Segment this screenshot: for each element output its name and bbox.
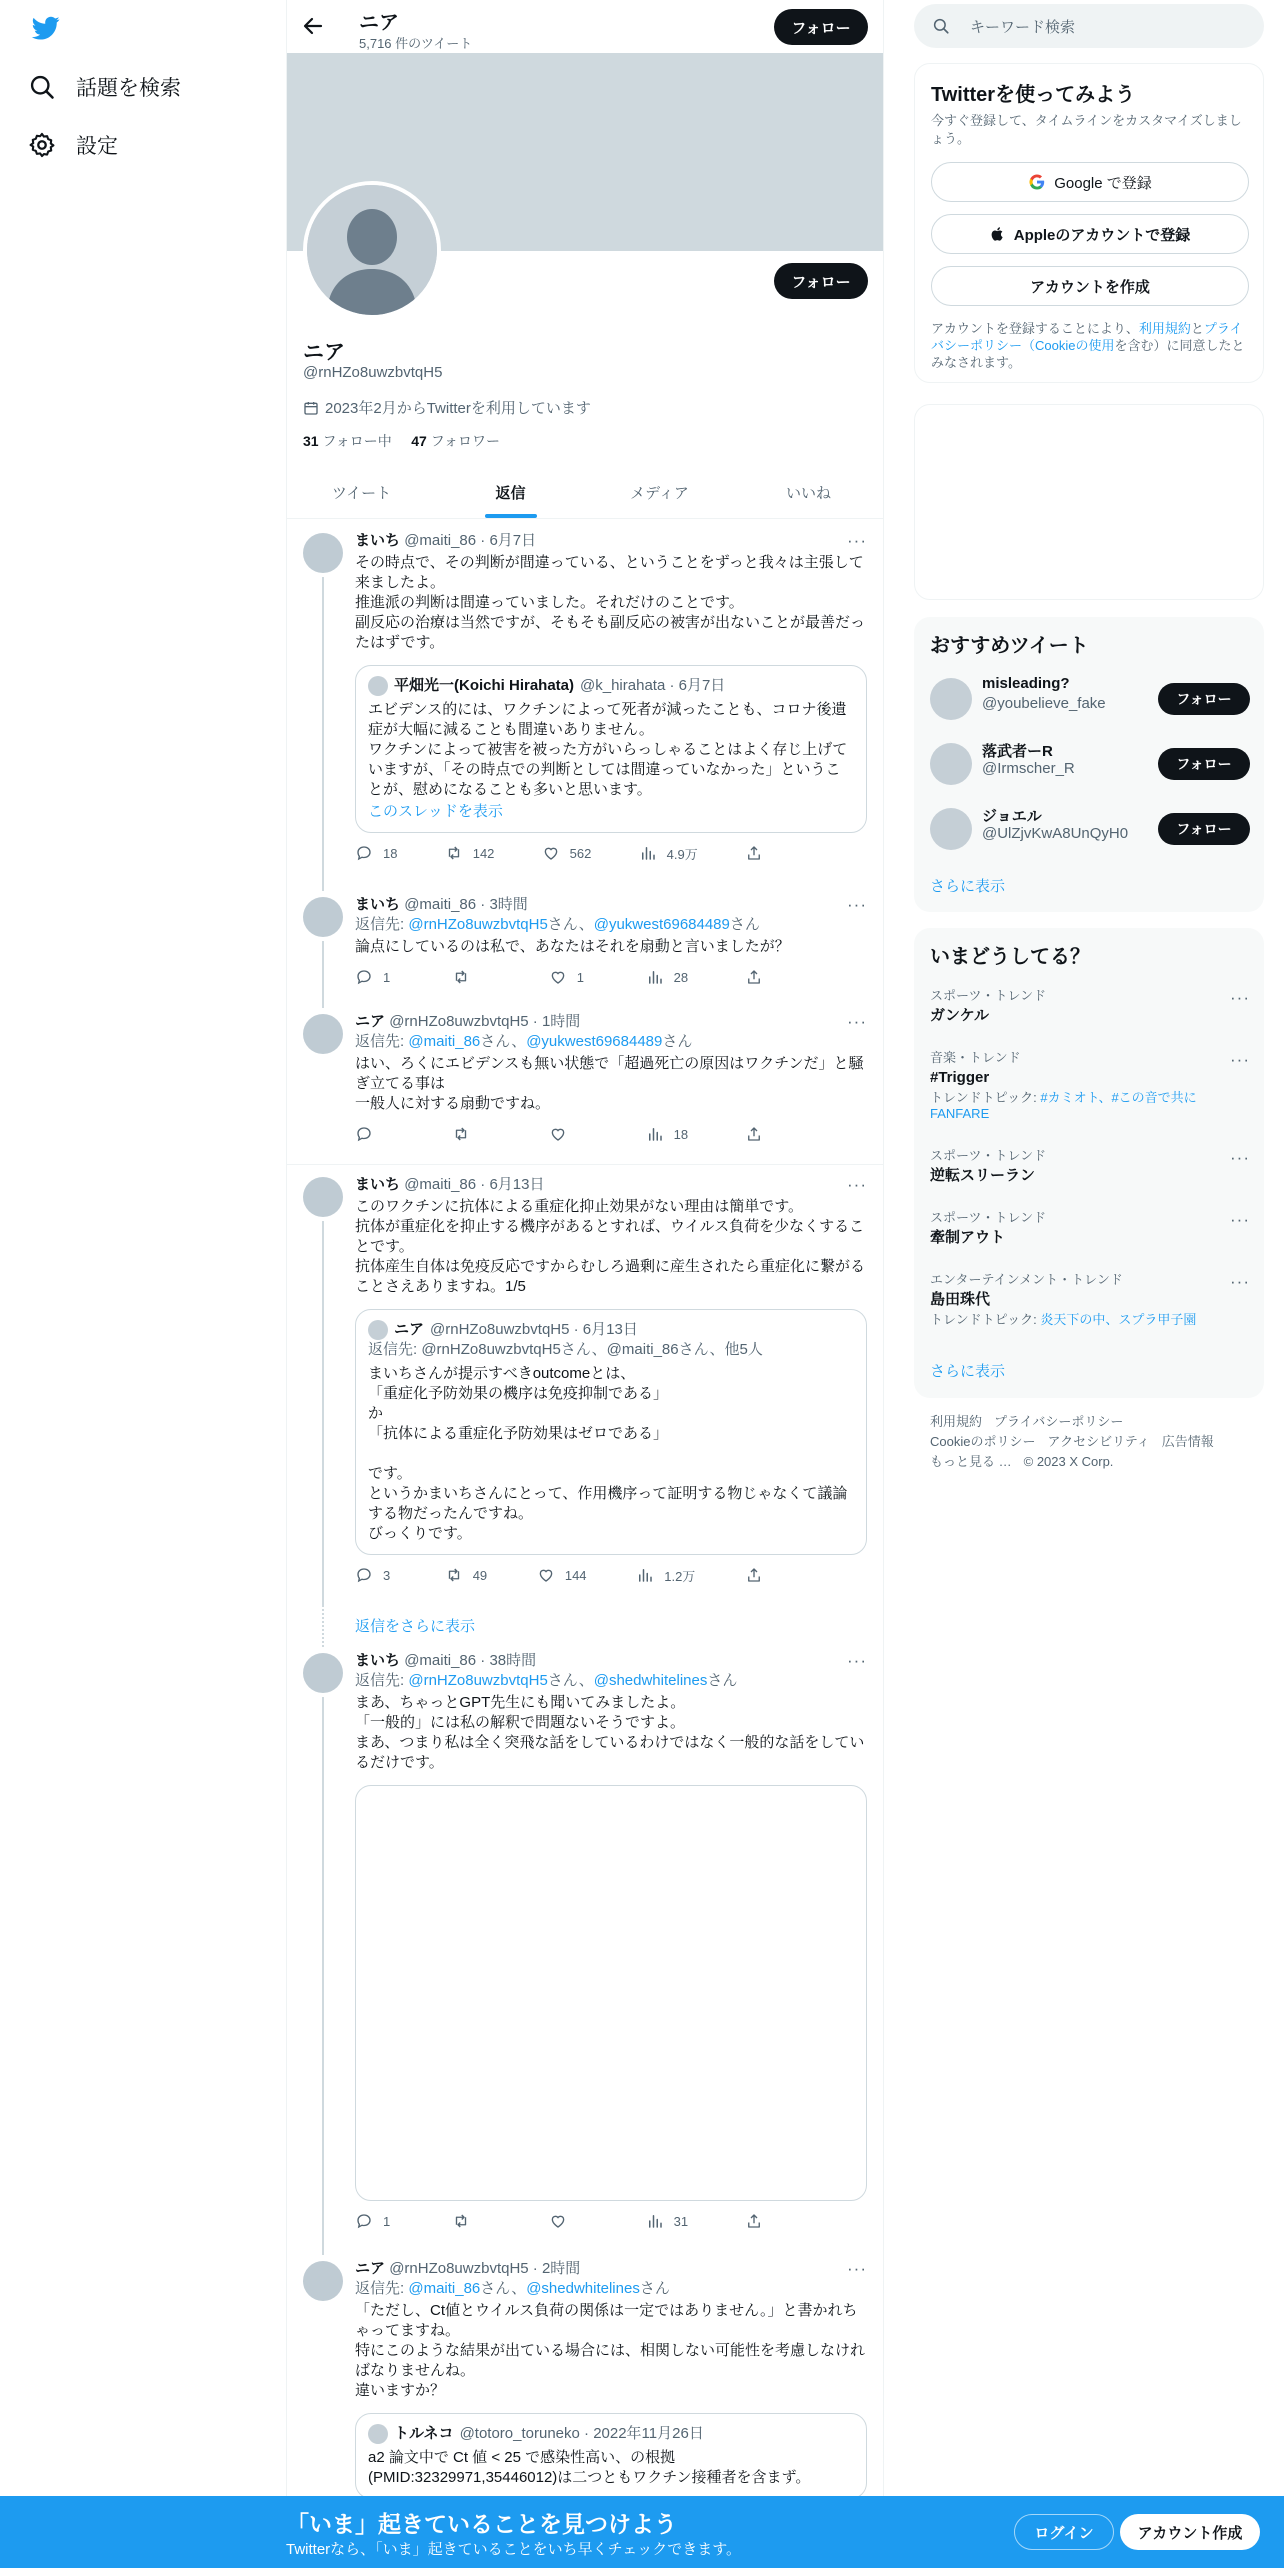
footer-link[interactable]: Cookieのポリシー (930, 1434, 1036, 1449)
more-icon[interactable]: ··· (1230, 1050, 1250, 1069)
retweet-button[interactable] (452, 1125, 492, 1143)
share-button[interactable] (745, 1566, 785, 1584)
reply-button[interactable]: 3 (355, 1566, 395, 1584)
login-button[interactable]: ログイン (1014, 2514, 1114, 2550)
retweet-icon (445, 1566, 463, 1584)
reply-icon (355, 1125, 373, 1143)
heart-icon (537, 1566, 555, 1584)
thread-line (322, 1697, 324, 2255)
recommended-user[interactable]: 落武者ーR @Irmscher_R フォロー (930, 738, 1250, 788)
quote-avatar (368, 2424, 388, 2444)
reply-icon (355, 2212, 373, 2230)
trends-card (914, 928, 1264, 1398)
profile-handle: @rnHZo8uwzbvtqH5 (303, 364, 443, 381)
bar-chart-icon (646, 2212, 664, 2230)
share-icon (745, 844, 763, 862)
quote-tweet[interactable]: トルネコ @totoro_toruneko · 2022年11月26日 a2 論文中で Ct 値 < 25 で感染性高い、の根拠 (PMID:32329971,35446012)は二つともワクチン接種者を含まず。 (355, 2413, 867, 2499)
heart-icon (549, 2212, 567, 2230)
header-name: ニア (359, 12, 399, 34)
reply-icon (355, 844, 373, 862)
avatar[interactable] (303, 533, 343, 573)
twitter-bird-icon[interactable] (30, 14, 62, 42)
follow-button[interactable]: フォロー (1158, 748, 1250, 780)
quote-avatar (368, 1320, 388, 1340)
default-avatar-icon (307, 185, 437, 315)
nav-explore[interactable] (28, 67, 181, 107)
apple-signup-button[interactable]: Appleのアカウントで登録 (931, 214, 1249, 254)
more-icon[interactable]: ··· (847, 1175, 867, 1194)
gear-icon (28, 131, 56, 159)
copyright: © 2023 X Corp. (1023, 1454, 1114, 1469)
share-icon (745, 2212, 763, 2230)
heart-icon (549, 1125, 567, 1143)
followers-link[interactable]: 47 フォロワー (411, 433, 501, 449)
more-icon[interactable]: ··· (1230, 1272, 1250, 1291)
retweet-icon (452, 2212, 470, 2230)
nav-settings[interactable] (28, 125, 118, 165)
mention-link[interactable]: @maiti_86 (408, 1033, 481, 1050)
views-button[interactable]: 1.2万 (636, 1566, 695, 1585)
avatar[interactable] (930, 743, 972, 785)
mention-link[interactable]: @shedwhitelines (526, 2280, 640, 2297)
nav-settings-label: 設定 (76, 135, 118, 158)
tweet[interactable] (287, 891, 883, 1008)
google-signup-button[interactable]: Google で登録 (931, 162, 1249, 202)
google-icon (1028, 173, 1046, 191)
quote-text: まいちさんが提示すべきoutcomeとは、 「重症化予防効果の機序は免疫抑制である」 か 「抗体による重症化予防効果はゼロである」 です。 というかまいちさんにとって、作用機序って証明する物じゃなくて議論する物だったんですね。 びっくりです。 (368, 1365, 848, 1542)
profile-avatar[interactable] (303, 181, 441, 319)
mention-link[interactable]: @yukwest69684489 (526, 1033, 663, 1050)
reply-icon (355, 1566, 373, 1584)
recommended-tweets-card (914, 617, 1264, 912)
mention-link[interactable]: @maiti_86 (408, 2280, 481, 2297)
profile-name: ニア (303, 341, 345, 364)
tweet[interactable] (287, 519, 883, 891)
views-button[interactable]: 18 (646, 1125, 688, 1143)
create-account-button[interactable]: アカウントを作成 (931, 266, 1249, 306)
footer-link[interactable]: アクセシビリティ (1047, 1434, 1150, 1449)
views-button[interactable]: 31 (646, 2212, 688, 2230)
retweet-button[interactable]: 49 (445, 1566, 487, 1584)
show-more-recommend[interactable]: さらに表示 (930, 878, 1006, 895)
tweet-text: その時点で、その判断が間違っている、ということをずっと我々は主張して来ましたよ。 推進派の判断は間違っていました。それだけのことです。 副反応の治療は当然ですが、そもそも副反応の被害が出ないことが最善だったはずです。 (355, 554, 866, 651)
quote-tweet[interactable]: ニア @rnHZo8uwzbvtqH5 · 6月13日 返信先: @rnHZo8uwzbvtqH5さん、@maiti_86さん、他5人 まいちさんが提示すべきoutcomeとは、 「重症化予防効果の機序は免疫抑制である」 か 「抗体による重症化予防効果はゼロである」 です。 というかまいちさんにとって、作用機序って証明する物じゃなくて議論する物だったんですね。 びっくりです。 (355, 1309, 867, 1555)
thread-line (322, 577, 324, 891)
like-button[interactable]: 1 (549, 968, 589, 986)
share-button[interactable] (745, 968, 785, 986)
footer-link[interactable]: プライバシーポリシー (994, 1414, 1124, 1429)
bar-chart-icon (646, 1125, 664, 1143)
thread-dots (322, 1605, 324, 1647)
avatar[interactable] (303, 1177, 343, 1217)
more-icon[interactable]: ··· (847, 895, 867, 914)
right-sidebar (884, 0, 1284, 2568)
back-arrow-icon[interactable] (301, 14, 325, 38)
signup-card (914, 63, 1264, 383)
following-link[interactable]: 31 フォロー中 (303, 433, 392, 449)
reply-to-line: 返信先: @maiti_86さん、@shedwhitelinesさん (355, 2280, 670, 2297)
tweet-header: まいち @maiti_86 · 38時間 (355, 1652, 537, 1669)
more-icon[interactable]: ··· (847, 1012, 867, 1031)
share-button[interactable] (745, 2212, 785, 2230)
share-button[interactable] (745, 844, 785, 862)
profile-tabs (287, 466, 883, 519)
share-icon (745, 968, 763, 986)
retweet-button[interactable] (452, 2212, 492, 2230)
heart-icon (549, 968, 567, 986)
avatar[interactable] (930, 808, 972, 850)
retweet-icon (452, 968, 470, 986)
bar-chart-icon (646, 968, 664, 986)
media-attachment[interactable] (355, 1785, 867, 2201)
tweet[interactable] (287, 1165, 883, 1605)
thread-line (322, 1221, 324, 1605)
tweet-text: まあ、ちゃっとGPT先生にも聞いてみましたよ。 「一般的」には私の解釈で問題ないそうですよ。 まあ、つまり私は全く突飛な話をしているわけではなく一般的な話をしているだけです。 (355, 1694, 865, 1771)
avatar[interactable] (303, 1014, 343, 1054)
avatar[interactable] (303, 1653, 343, 1693)
mention-link[interactable]: @shedwhitelines (593, 1672, 708, 1689)
tweet-actions (355, 843, 785, 863)
thread-line (322, 941, 324, 1008)
follow-button[interactable]: フォロー (1158, 683, 1250, 715)
tweet-header: まいち @maiti_86 · 6月13日 (355, 1176, 545, 1193)
follow-button[interactable]: フォロー (1158, 813, 1250, 845)
tweet[interactable] (287, 1008, 883, 1165)
recommended-user[interactable]: misleading? @youbelieve_fake フォロー (930, 673, 1250, 723)
follow-button[interactable]: フォロー (774, 263, 868, 299)
more-icon[interactable]: ··· (1230, 1148, 1250, 1167)
reply-to-line: 返信先: @rnHZo8uwzbvtqH5さん、@shedwhitelinesさん (355, 1672, 738, 1689)
signup-button[interactable]: アカウント作成 (1120, 2514, 1260, 2550)
reply-to-line: 返信先: @maiti_86さん、@yukwest69684489さん (355, 1033, 693, 1050)
mention-link[interactable]: @yukwest69684489 (593, 916, 730, 933)
like-button[interactable] (549, 2212, 589, 2230)
ad-placeholder (914, 404, 1264, 600)
avatar[interactable] (303, 2261, 343, 2301)
footer-link[interactable]: 広告情報 (1161, 1434, 1214, 1449)
search-icon (932, 17, 950, 35)
tab-tweets[interactable]: ツイート (331, 484, 392, 502)
tweet-actions (355, 2211, 785, 2231)
signup-subtitle: 今すぐ登録して、タイムラインをカスタマイズしましょう。 (931, 113, 1242, 146)
cookie-link[interactable]: （Cookieの使用 (1022, 338, 1115, 353)
apple-icon (990, 225, 1006, 243)
bottom-bar-subtitle: Twitterなら、「いま」起きていることをいち早くチェックできます。 (286, 2541, 742, 2558)
views-button[interactable]: 28 (646, 968, 688, 986)
bar-chart-icon (636, 1566, 654, 1584)
footer-links (930, 1412, 1260, 1472)
tweet-header: まいち @maiti_86 · 3時間 (355, 896, 528, 913)
follow-stats (303, 431, 500, 451)
mention-link[interactable]: @rnHZo8uwzbvtqH5 (408, 916, 548, 933)
terms-link[interactable]: 利用規約 (1138, 321, 1191, 336)
joined-text: 2023年2月からTwitterを利用しています (325, 400, 591, 417)
reply-to-line: 返信先: @rnHZo8uwzbvtqH5さん、@yukwest69684489さん (355, 916, 760, 933)
reply-icon (355, 968, 373, 986)
trend-item[interactable]: スポーツ・トレンド ガンケル ··· (930, 988, 1250, 1024)
retweet-button[interactable]: 142 (445, 844, 495, 862)
views-button[interactable]: 4.9万 (639, 844, 698, 863)
share-icon (745, 1125, 763, 1143)
recommend-title: おすすめツイート (930, 635, 1089, 657)
search-icon (28, 73, 56, 101)
bottom-bar-title: 「いま」起きていることを見つけよう (286, 2511, 677, 2537)
more-icon[interactable]: ··· (1230, 988, 1250, 1007)
tab-media[interactable]: メディア (630, 484, 689, 502)
trends-title: いまどうしてる？ (930, 946, 1090, 968)
search-placeholder: キーワード検索 (970, 18, 1076, 36)
more-icon[interactable]: ··· (847, 531, 867, 550)
signup-title: Twitterを使ってみよう (931, 84, 1136, 106)
footer-link[interactable]: 利用規約 (930, 1414, 983, 1429)
joined-date (303, 397, 591, 418)
tweet-text: はい、ろくにエビデンスも無い状態で「超過死亡の原因はワクチンだ」と騒ぎ立てる事は 一般人に対する扇動ですね。 (355, 1055, 864, 1112)
tweet[interactable] (287, 1647, 883, 2255)
show-more-replies-link[interactable]: 返信をさらに表示 (355, 1618, 476, 1635)
calendar-icon (303, 400, 319, 416)
search-bar[interactable] (914, 4, 1264, 48)
tweet-actions (355, 1124, 785, 1144)
tweet-text: このワクチンに抗体による重症化抑止効果がない理由は簡単です。 抗体が重症化を抑止する機序があるとすれば、ウイルス負荷を少なくすることです。 抗体産生自体は免疫反応ですからむしろ過剰に産生されたら重症化に繋がることさえありますね。1/5 (355, 1198, 866, 1295)
tweet-actions (355, 1565, 785, 1585)
tweet-text: 論点にしているのは私で、あなたはそれを扇動と言いましたが？ (355, 938, 790, 955)
show-more-trends[interactable]: さらに表示 (930, 1363, 1006, 1380)
avatar[interactable] (930, 678, 972, 720)
like-button[interactable]: 562 (542, 844, 592, 862)
more-icon[interactable]: ··· (847, 1651, 867, 1670)
reply-button[interactable]: 1 (355, 968, 395, 986)
tweet-header: ニア @rnHZo8uwzbvtqH5 · 1時間 (355, 1013, 581, 1030)
retweet-button[interactable] (452, 968, 492, 986)
bar-chart-icon (639, 844, 657, 862)
main-column (286, 0, 884, 2568)
tweet-actions (355, 967, 785, 987)
privacy-link[interactable]: プライバシーポリシー (931, 321, 1243, 353)
retweet-icon (452, 1125, 470, 1143)
bottom-signup-bar (0, 2496, 1284, 2568)
reply-button[interactable]: 18 (355, 844, 397, 862)
quote-text: a2 論文中で Ct 値 < 25 で感染性高い、の根拠 (PMID:32329971,35446012)は二つともワクチン接種者を含まず。 (368, 2449, 811, 2486)
trend-item[interactable]: エンターテインメント・トレンド 島田珠代 トレンドトピック: 炎天下の中、スプラ甲子園 ··· (930, 1272, 1250, 1327)
tab-likes[interactable]: いいね (785, 484, 831, 502)
heart-icon (542, 844, 560, 862)
quote-tweet[interactable]: 平畑光一(Koichi Hirahata) @k_hirahata · 6月7日 エビデンス的には、ワクチンによって死者が減ったことも、コロナ後遺症が大幅に減ることも間違いありません。 ワクチンによって被害を被った方がいらっしゃることはよく存じ上げていますが、「その時点での判断としては間違っていなかった」ということが、慰めになることも多いと思います。 このスレッドを表示 (355, 665, 867, 833)
tweet-text: 「ただし、Ct値とウイルス負荷の関係は一定ではありません。」と書かれちゃってますね。 特にこのような結果が出ている場合には、相関しない可能性を考慮しなければなりませんね。 違いますか？ (355, 2302, 866, 2399)
like-button[interactable] (549, 1125, 589, 1143)
quote-avatar (368, 676, 388, 696)
quote-text: エビデンス的には、ワクチンによって死者が減ったことも、コロナ後遺症が大幅に減ることも間違いありません。 ワクチンによって被害を被った方がいらっしゃることはよく存じ上げていますが、「その時点での判断としては間違っていなかった」ということが、慰めになることも多いと思います。 (368, 701, 848, 798)
nav-explore-label: 話題を検索 (76, 77, 181, 100)
reply-button[interactable] (355, 1125, 395, 1143)
share-icon (745, 1566, 763, 1584)
like-button[interactable]: 144 (537, 1566, 587, 1584)
left-nav (0, 0, 286, 2568)
show-thread-link[interactable]: このスレッドを表示 (368, 803, 503, 820)
footer-more[interactable]: もっと見る … (930, 1454, 1012, 1469)
trend-item[interactable]: スポーツ・トレンド 牽制アウト ··· (930, 1210, 1250, 1246)
share-button[interactable] (745, 1125, 785, 1143)
recommended-user[interactable]: ジョエル @UlZjvKwA8UnQyH0 フォロー (930, 803, 1250, 853)
signup-legal: アカウントを登録することにより、利用規約とプライバシーポリシー（Cookieの使用を含む）に同意したとみなされます。 (931, 321, 1245, 370)
tweet-header: ニア @rnHZo8uwzbvtqH5 · 2時間 (355, 2260, 581, 2277)
more-icon[interactable]: ··· (1230, 1210, 1250, 1229)
tweet-count: 5,716 件のツイート (359, 36, 473, 51)
quote-reply-line: 返信先: @rnHZo8uwzbvtqH5さん、@maiti_86さん、他5人 (368, 1341, 763, 1358)
retweet-icon (445, 844, 463, 862)
reply-button[interactable]: 1 (355, 2212, 395, 2230)
show-more-replies[interactable] (287, 1605, 883, 1647)
trend-item[interactable]: 音楽・トレンド #Trigger トレンドトピック: #カミオト、#この音で共にFANFARE ··· (930, 1050, 1250, 1121)
avatar[interactable] (303, 897, 343, 937)
tweet-header: まいち @maiti_86 · 6月7日 (355, 532, 537, 549)
follow-button-header[interactable]: フォロー (774, 9, 868, 45)
mention-link[interactable]: @rnHZo8uwzbvtqH5 (408, 1672, 548, 1689)
profile-header-bar (287, 0, 883, 53)
tab-replies[interactable]: 返信 (436, 466, 585, 518)
trend-item[interactable]: スポーツ・トレンド 逆転スリーラン ··· (930, 1148, 1250, 1184)
more-icon[interactable]: ··· (847, 2259, 867, 2278)
